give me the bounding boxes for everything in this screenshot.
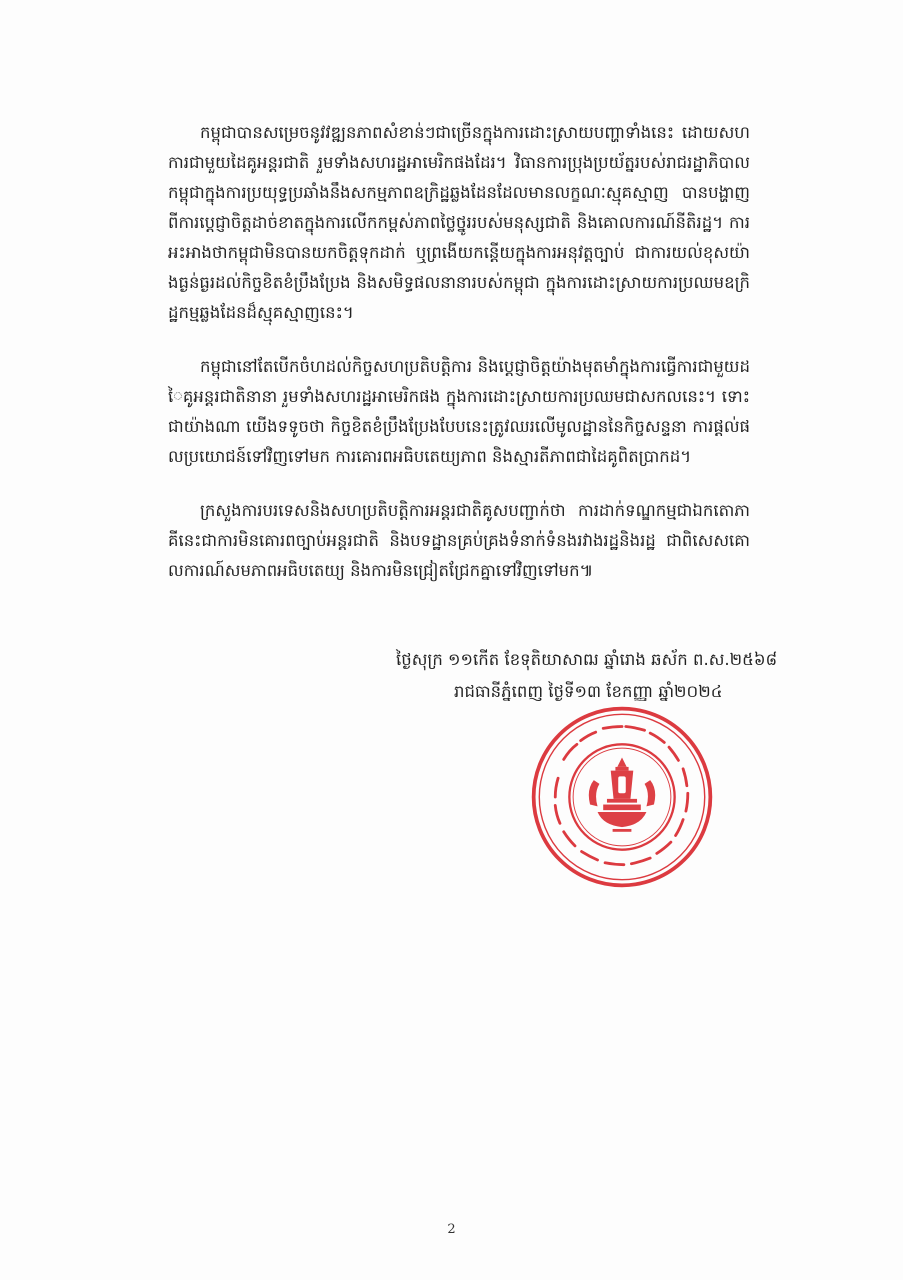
page-number: 2: [447, 1222, 456, 1237]
date-block: [396, 644, 778, 708]
date-solar: រាជធានីភ្នំពេញ ថ្ងៃទី១៣ ខែកញ្ញា ឆ្នាំ២០២៤: [454, 682, 723, 701]
document-body: [168, 118, 750, 610]
paragraph-2: កម្ពុជានៅតែបើកចំហដល់កិច្ចសហប្រតិបត្តិការ និងប្តេជ្ញាចិត្តយ៉ាងមុតមាំក្នុងការធ្វើការជាមួយដៃគូអន្តរជាតិនានា រួមទាំងសហរដ្ឋអាមេរិកផង ក្នុងការដោះស្រាយការប្រឈមជាសកលនេះ។ ទោះជាយ៉ាងណា យើងទទូចថា កិច្ចខិតខំប្រឹងប្រែងបែបនេះត្រូវឈរលើមូលដ្ឋាននៃកិច្ចសន្ទនា ការផ្តល់ផលប្រយោជន៍ទៅវិញទៅមក ការគោរពអធិបតេយ្យភាព និងស្មារតីភាពជាដៃគូពិតប្រាកដ។: [168, 357, 750, 466]
paragraph-3: ក្រសួងការបរទេសនិងសហប្រតិបត្តិការអន្តរជាតិគូសបញ្ជាក់ថា ការដាក់ទណ្ឌកម្មជាឯកតោភាគីនេះជាការមិនគោរពច្បាប់អន្តរជាតិ និងបទដ្ឋានគ្រប់គ្រងទំនាក់ទំនងរវាងរដ្ឋនិងរដ្ឋ ជាពិសេសគោលការណ៍សមភាពអធិបតេយ្យ និងការមិនជ្រៀតជ្រែកគ្នាទៅវិញទៅមក៕: [168, 501, 750, 580]
date-lunar: ថ្ងៃសុក្រ ១១កើត ខែទុតិយាសាឍ ឆ្នាំរោង ឆស័ក ព.ស.២៥៦៨: [396, 650, 778, 669]
ministry-seal-icon: [528, 703, 716, 891]
paragraph-1: កម្ពុជាបានសម្រេចនូវវឌ្ឍនភាពសំខាន់ៗជាច្រើនក្នុងការដោះស្រាយបញ្ហាទាំងនេះ ដោយសហការជាមួយដៃគូអន្តរជាតិ រួមទាំងសហរដ្ឋអាមេរិកផងដែរ។ វិធានការប្រុងប្រយ័ត្នរបស់រាជរដ្ឋាភិបាលកម្ពុជាក្នុងការប្រយុទ្ធប្រឆាំងនឹងសកម្មភាពឧក្រិដ្ឋឆ្លងដែនដែលមានលក្ខណៈស្មុគស្មាញ បានបង្ហាញពីការប្តេជ្ញាចិត្តដាច់ខាតក្នុងការលើកកម្ពស់ភាពថ្លៃថ្នូររបស់មនុស្សជាតិ និងគោលការណ៍នីតិរដ្ឋ។ ការអះអាងថាកម្ពុជាមិនបានយកចិត្តទុកដាក់ ឬព្រងើយកន្តើយក្នុងការអនុវត្តច្បាប់ ជាការយល់ខុសយ៉ាងធ្ងន់ធ្ងរដល់កិច្ចខិតខំប្រឹងប្រែង និងសមិទ្ធផលនានារបស់កម្ពុជា ក្នុងការដោះស្រាយការប្រឈមឧក្រិដ្ឋកម្មឆ្លងដែនដ៏ស្មុគស្មាញនេះ។: [168, 123, 750, 322]
